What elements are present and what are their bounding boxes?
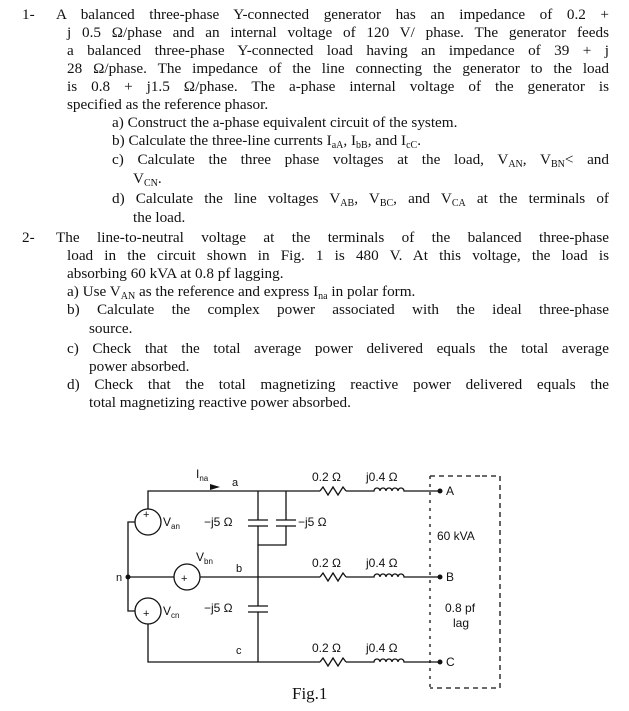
problem-1-part-b: b) Calculate the three-line currents $I_{aA}$, $I_{bB}$, and $I_{cC}$. bbox=[112, 132, 421, 151]
phase-a-x-label: j0.4 Ω bbox=[366, 470, 398, 484]
phase-c-r-label: 0.2 Ω bbox=[312, 641, 341, 655]
source-b-plus: + bbox=[181, 573, 188, 585]
problem-1-part-d-line-2: the load. bbox=[133, 209, 186, 226]
source-b-label: $V_{bn}$ bbox=[196, 550, 213, 566]
phase-a-inductor bbox=[346, 488, 440, 491]
load-box-dashed bbox=[430, 476, 500, 688]
node-A-label: A bbox=[446, 484, 455, 498]
node-n-label: n bbox=[116, 572, 123, 584]
cap-3-label: −j5 Ω bbox=[204, 601, 233, 615]
problem-2-part-b-line-1: b) Calculate the complex power associated with the ideal three-phase bbox=[67, 301, 609, 318]
problem-1-line-1: A balanced three-phase Y-connected generator has an impedance of 0.2 + bbox=[56, 6, 609, 23]
cap-2-plates bbox=[276, 520, 296, 526]
problem-2-line-3: absorbing 60 kVA at 0.8 pf lagging. bbox=[67, 265, 284, 282]
problem-2-part-b-line-2: source. bbox=[89, 320, 133, 337]
phase-b-inductor bbox=[346, 574, 440, 577]
problem-1-line-6: specified as the reference phasor. bbox=[67, 96, 269, 113]
phase-c-x-label: j0.4 Ω bbox=[366, 641, 398, 655]
cap-3-plates bbox=[248, 606, 268, 612]
current-label: $I_{na}$ bbox=[196, 467, 209, 483]
node-a-label: a bbox=[232, 477, 239, 489]
problem-2-number: 2- bbox=[22, 229, 35, 246]
source-a-label: $V_{an}$ bbox=[163, 515, 180, 531]
node-B-dot bbox=[438, 575, 443, 580]
phase-a-resistor bbox=[320, 487, 346, 495]
phase-c-inductor bbox=[346, 659, 440, 662]
problem-2-line-2: load in the circuit shown in Fig. 1 is 480 V. At this voltage, the load is bbox=[67, 247, 609, 264]
node-C-label: C bbox=[446, 655, 455, 669]
phase-a-wire-left bbox=[148, 491, 320, 509]
figure-caption: Fig.1 bbox=[292, 684, 328, 703]
node-b-label: b bbox=[236, 563, 243, 575]
node-C-dot bbox=[438, 660, 443, 665]
load-pf-label: 0.8 pf bbox=[445, 601, 476, 615]
phase-a-r-label: 0.2 Ω bbox=[312, 470, 341, 484]
problem-1-line-2: j 0.5 Ω/phase and an internal voltage of 120 V/ phase. The generator feeds bbox=[67, 24, 609, 41]
node-c-label: c bbox=[236, 645, 242, 657]
node-n-dot bbox=[126, 575, 131, 580]
problem-2-part-c-line-1: c) Check that the total average power delivered equals the total average bbox=[67, 340, 609, 357]
phase-b-resistor bbox=[320, 573, 346, 581]
problem-2-part-d-line-1: d) Check that the total magnetizing reactive power delivered equals the bbox=[67, 376, 609, 393]
problem-1-line-4: 28 Ω/phase. The impedance of the line connecting the generator to the load bbox=[67, 60, 609, 77]
problem-2-part-c-line-2: power absorbed. bbox=[89, 358, 190, 375]
source-a-plus: + bbox=[143, 509, 150, 521]
cap-1-label: −j5 Ω bbox=[204, 515, 233, 529]
phase-b-r-label: 0.2 Ω bbox=[312, 556, 341, 570]
problem-1-part-d-line-1: d) Calculate the line voltages $V_{AB}$, $V_{BC}$, and $V_{CA}$ at the terminals of bbox=[112, 190, 609, 209]
problem-2-part-d-line-2: total magnetizing reactive power absorbed. bbox=[89, 394, 351, 411]
phase-c-wire-left bbox=[148, 624, 320, 662]
node-B-label: B bbox=[446, 570, 455, 584]
current-arrow-icon bbox=[210, 484, 220, 490]
problem-1-part-a: a) Construct the a-phase equivalent circuit of the system. bbox=[112, 114, 458, 131]
neutral-bus-wire bbox=[128, 522, 135, 611]
problem-1-number: 1- bbox=[22, 6, 35, 23]
phase-c-resistor bbox=[320, 658, 346, 666]
load-kva-label: 60 kVA bbox=[437, 529, 475, 543]
source-c-label: $V_{cn}$ bbox=[163, 604, 180, 620]
problem-1-line-3: a balanced three-phase Y-connected load having an impedance of 39 + j bbox=[67, 42, 609, 59]
problem-1-part-c-line-1: c) Calculate the three phase voltages at the load, $V_{AN}$, $V_{BN}<$ and bbox=[112, 151, 609, 170]
cap-2-bottom-wire bbox=[258, 526, 286, 577]
node-A-dot bbox=[438, 489, 443, 494]
load-lag-label: lag bbox=[453, 616, 470, 630]
cap-2-label: −j5 Ω bbox=[298, 515, 327, 529]
problem-2-line-1: The line-to-neutral voltage at the terminals of the balanced three-phase bbox=[56, 229, 609, 246]
phase-b-x-label: j0.4 Ω bbox=[366, 556, 398, 570]
cap-1-plates bbox=[248, 520, 268, 526]
problem-1-part-c-line-2: $V_{CN}$. bbox=[133, 170, 162, 189]
problem-2-part-a: a) Use $V_{AN}$ as the reference and express $I_{na}$ in polar form. bbox=[67, 283, 416, 302]
source-c-plus: + bbox=[143, 608, 150, 620]
problem-1-line-5: is 0.8 + j1.5 Ω/phase. The a-phase internal voltage of the generator is bbox=[67, 78, 609, 95]
